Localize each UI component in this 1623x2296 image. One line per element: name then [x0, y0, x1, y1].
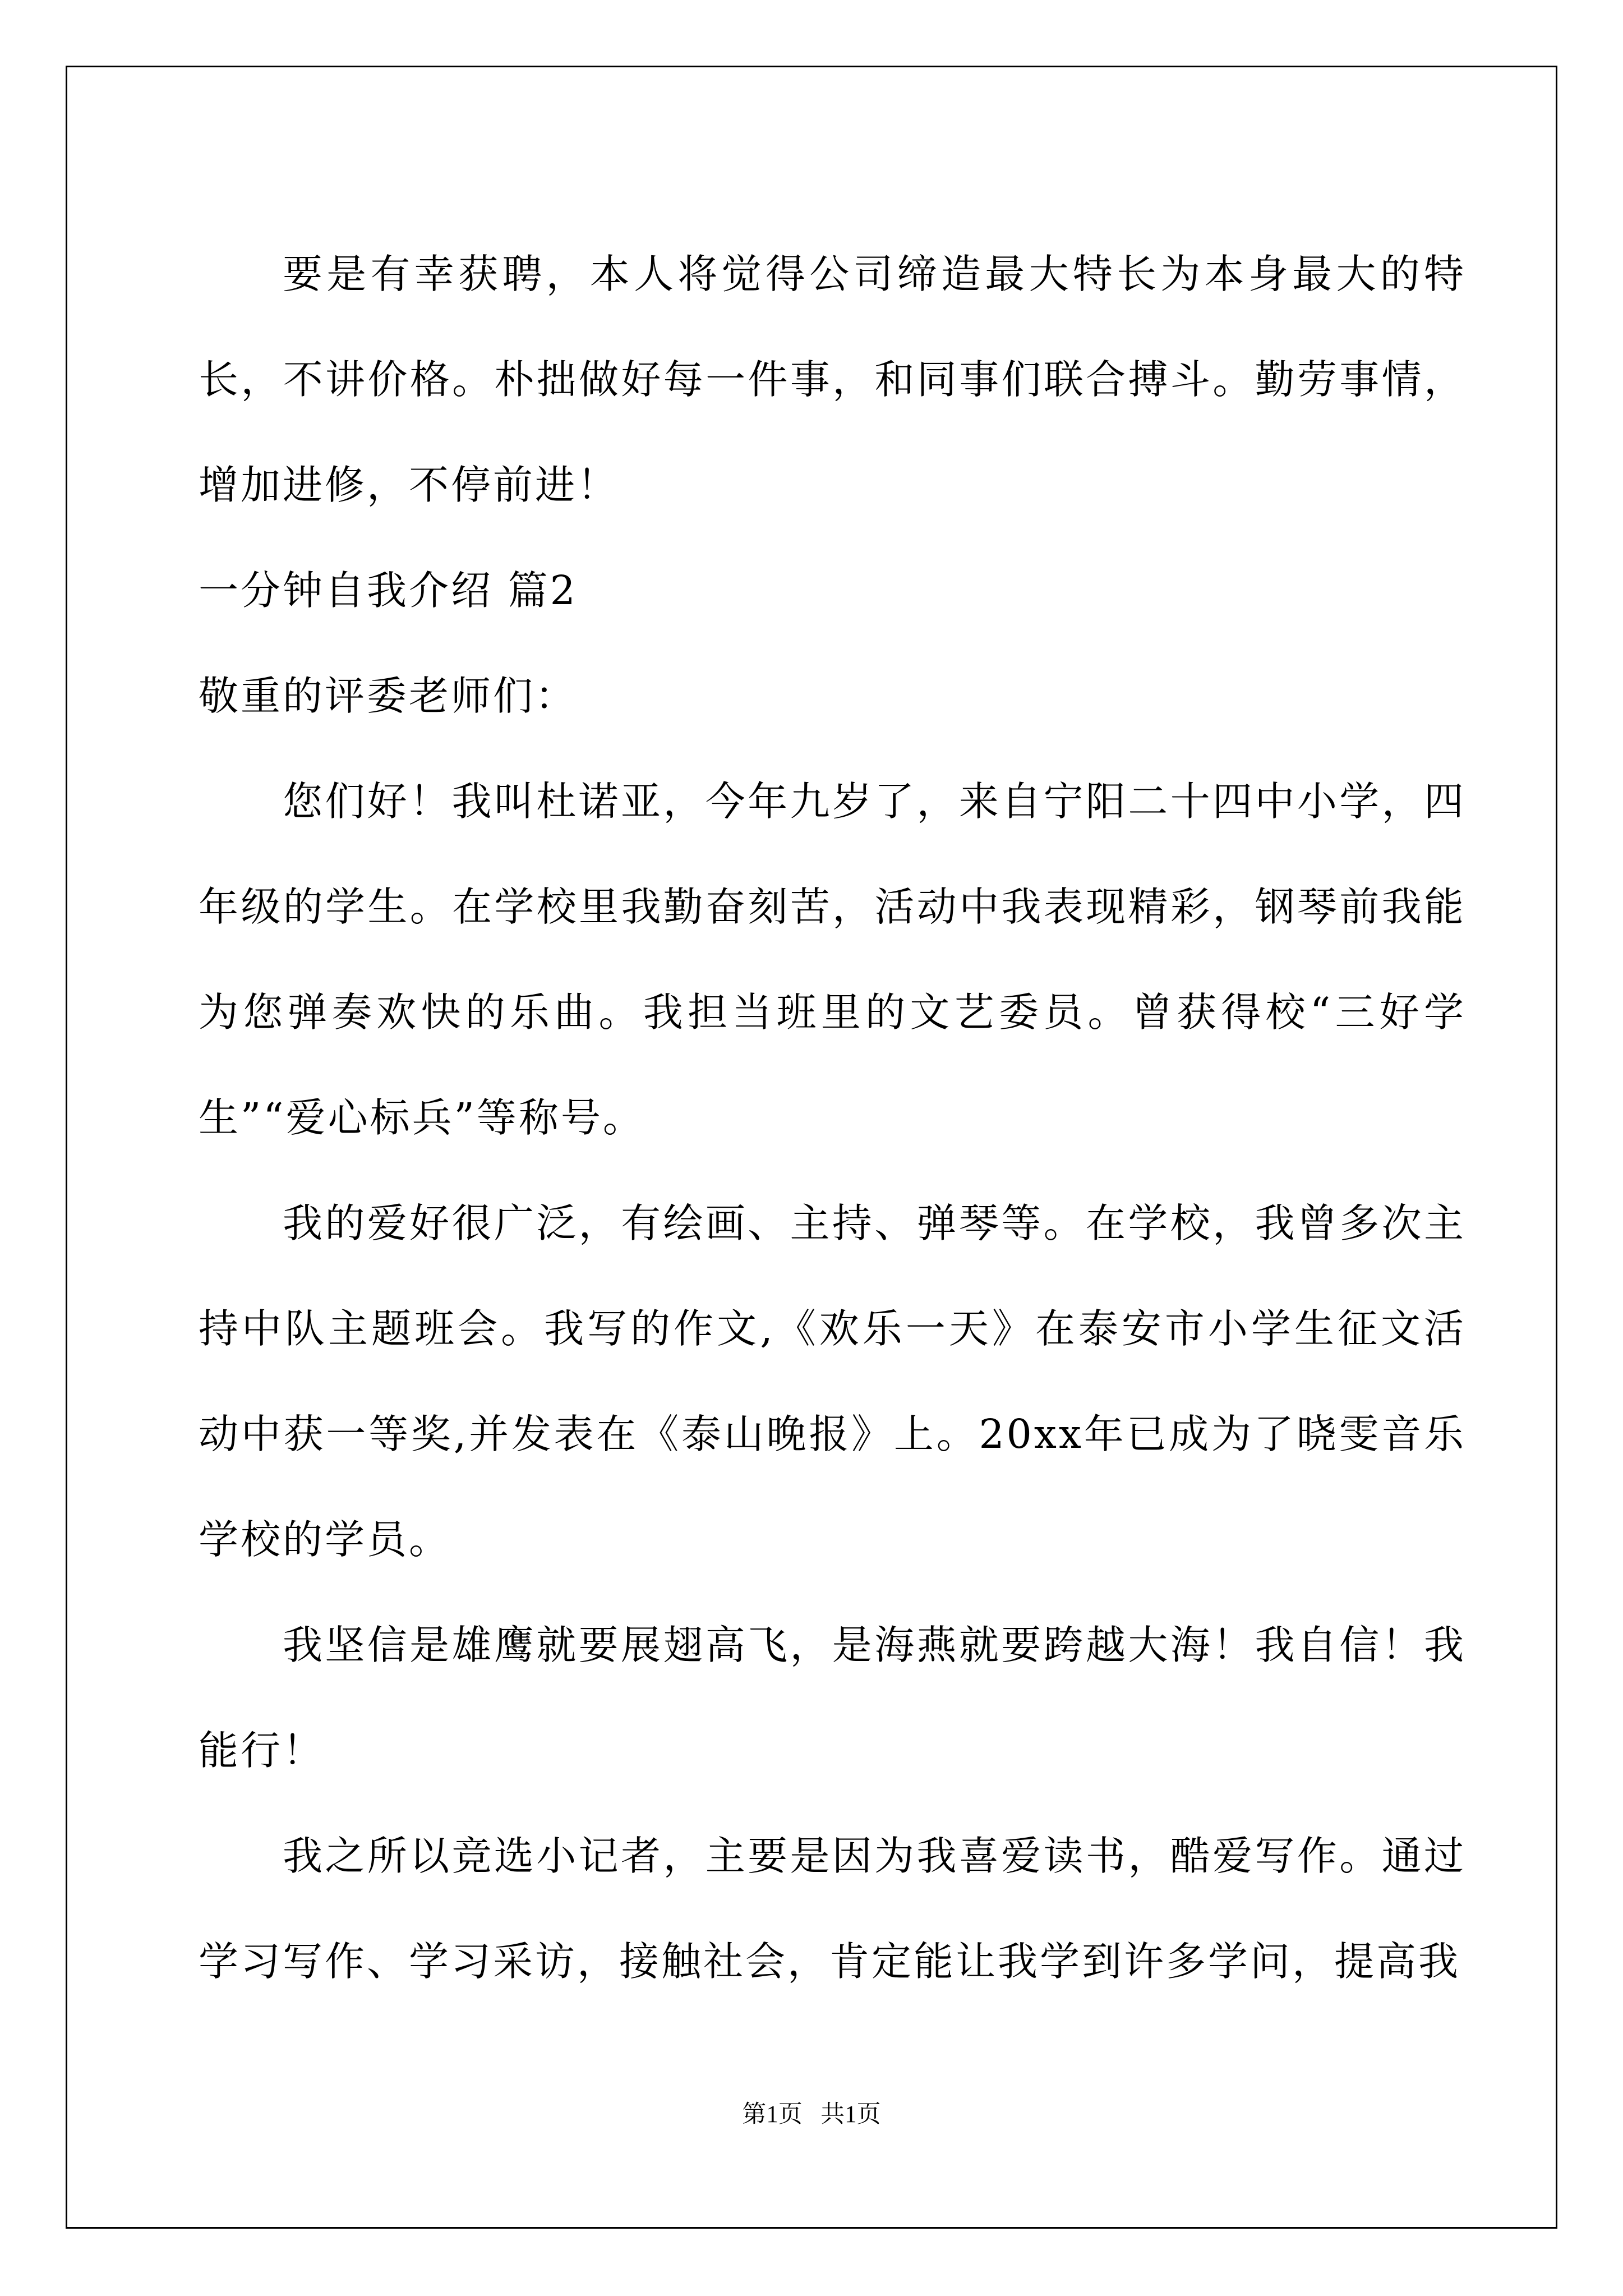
- paragraph-3: 我的爱好很广泛，有绘画、主持、弹琴等。在学校，我曾多次主持中队主题班会。我写的作文,《欢乐一天》在泰安市小学生征文活动中获一等奖,并发表在《泰山晚报》上。20xx年已成为了晓雯音乐学校的学员。: [199, 1200, 1466, 1563]
- section-heading: 一分钟自我介绍 篇2: [199, 567, 578, 614]
- paragraph-5: 我之所以竞选小记者，主要是因为我喜爱读书，酷爱写作。通过学习写作、学习采访，接触社会，肯定能让我学到许多学问，提高我: [199, 1833, 1466, 1985]
- paragraph-4: 我坚信是雄鹰就要展翅高飞，是海燕就要跨越大海！我自信！我能行！: [199, 1622, 1466, 1774]
- document-body: [199, 222, 1466, 2014]
- salutation: 敬重的评委老师们：: [199, 673, 578, 719]
- paragraph-2: 您们好！我叫杜诺亚，今年九岁了，来自宁阳二十四中小学，四年级的学生。在学校里我勤奋刻苦，活动中我表现精彩，钢琴前我能为您弹奏欢快的乐曲。我担当班里的文艺委员。曾获得校“三好学生”“爱心标兵”等称号。: [199, 778, 1466, 1141]
- paragraph-1: 要是有幸获聘，本人将觉得公司缔造最大特长为本身最大的特长，不讲价格。朴拙做好每一件事，和同事们联合搏斗。勤劳事情，增加进修，不停前进！: [199, 251, 1466, 508]
- page-footer: 第1页 共1页: [742, 2101, 881, 2128]
